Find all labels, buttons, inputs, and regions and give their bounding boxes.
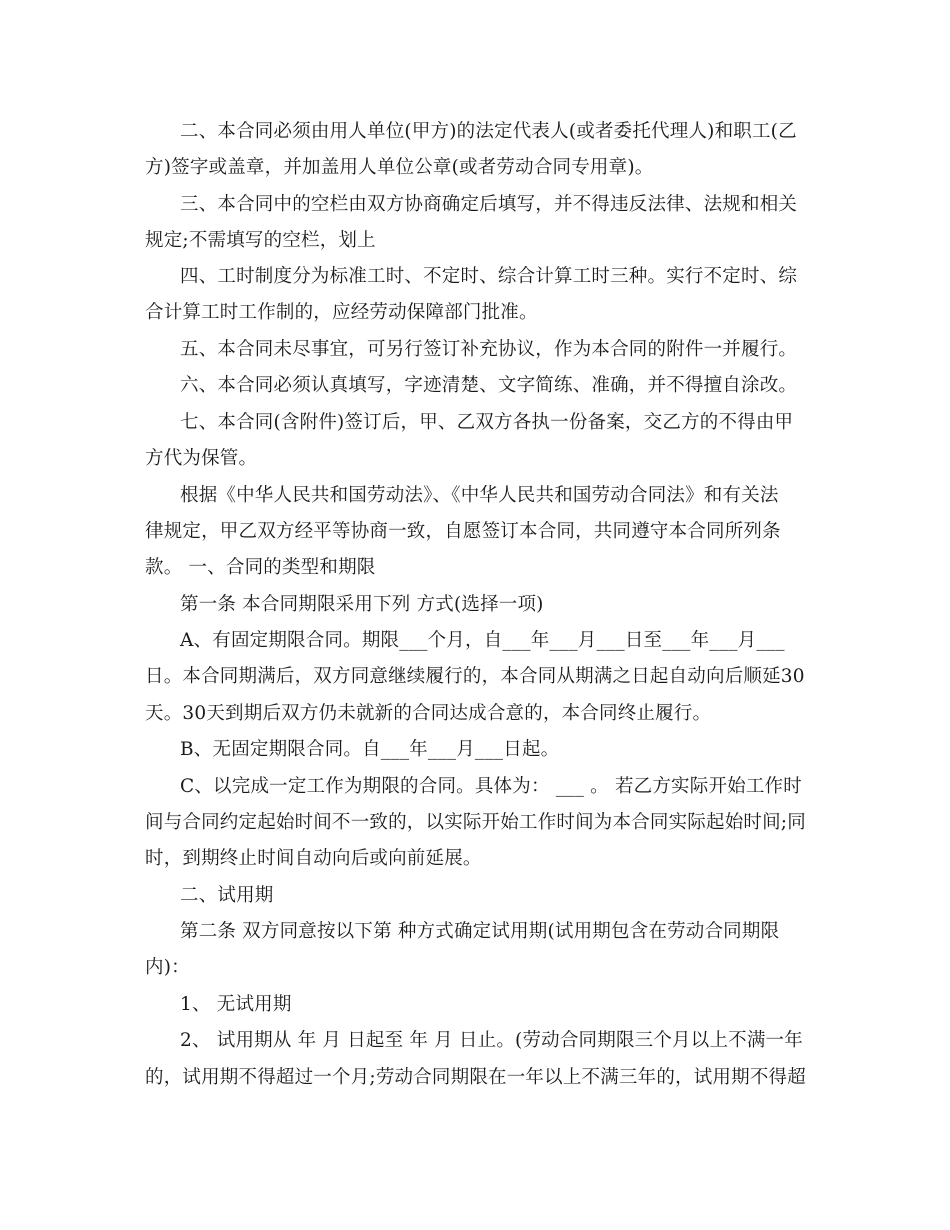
text-line: 合计算工时工作制的，应经劳动保障部门批准。 [145, 302, 538, 323]
text-line: A、有固定期限合同。期限___个月，自___年___月___日至___年___月___ [180, 630, 785, 651]
text-line: 二、本合同必须由用人单位(甲方)的法定代表人(或者委托代理人)和职工(乙 [180, 121, 797, 142]
text-line: C、以完成一定工作为期限的合同。具体为： ___ 。 若乙方实际开始工作时 [180, 776, 802, 797]
text-line: 二、试用期 [180, 885, 274, 906]
text-line: 2、 试用期从 年 月 日起至 年 月 日止。(劳动合同期限三个月以上不满一年 [180, 1030, 803, 1051]
text-line: 间与合同约定起始时间不一致的，以实际开始工作时间为本合同实际起始时间;同 [145, 812, 806, 833]
text-line: 天。30天到期后双方仍未就新的合同达成合意的，本合同终止履行。 [145, 703, 712, 724]
text-line: 律规定，甲乙双方经平等协商一致，自愿签订本合同，共同遵守本合同所列条 [145, 521, 781, 542]
text-line: 1、 无试用期 [180, 994, 292, 1015]
text-line: 七、本合同(含附件)签订后，甲、乙双方各执一份备案，交乙方的不得由甲 [180, 412, 794, 433]
text-line: 根据《中华人民共和国劳动法》、《中华人民共和国劳动合同法》和有关法 [180, 485, 779, 506]
text-line: 四、工时制度分为标准工时、不定时、综合计算工时三种。实行不定时、综 [180, 266, 798, 287]
text-line: 五、本合同未尽事宜，可另行签订补充协议，作为本合同的附件一并履行。 [180, 339, 798, 360]
text-line: 第二条 双方同意按以下第 种方式确定试用期(试用期包含在劳动合同期限 [180, 921, 780, 942]
text-line: 内)： [145, 957, 190, 978]
text-line: 第一条 本合同期限采用下列 方式(选择一项) [180, 594, 544, 615]
text-line: 规定;不需填写的空栏，划上 [145, 230, 376, 251]
text-line: 三、本合同中的空栏由双方协商确定后填写，并不得违反法律、法规和相关 [180, 194, 798, 215]
text-line: B、无固定期限合同。自___年___月___日起。 [180, 739, 560, 760]
text-line: 六、本合同必须认真填写，字迹清楚、文字简练、准确，并不得擅自涂改。 [180, 375, 798, 396]
text-line: 方)签字或盖章，并加盖用人单位公章(或者劳动合同专用章)。 [145, 157, 654, 178]
text-line: 的，试用期不得超过一个月;劳动合同期限在一年以上不满三年的，试用期不得超 [145, 1067, 806, 1088]
text-line: 方代为保管。 [145, 448, 258, 469]
text-line: 时，到期终止时间自动向后或向前延展。 [145, 848, 482, 869]
text-line: 款。 一、合同的类型和期限 [145, 557, 376, 578]
text-line: 日。本合同期满后，双方同意继续履行的，本合同从期满之日起自动向后顺延30 [145, 666, 805, 687]
